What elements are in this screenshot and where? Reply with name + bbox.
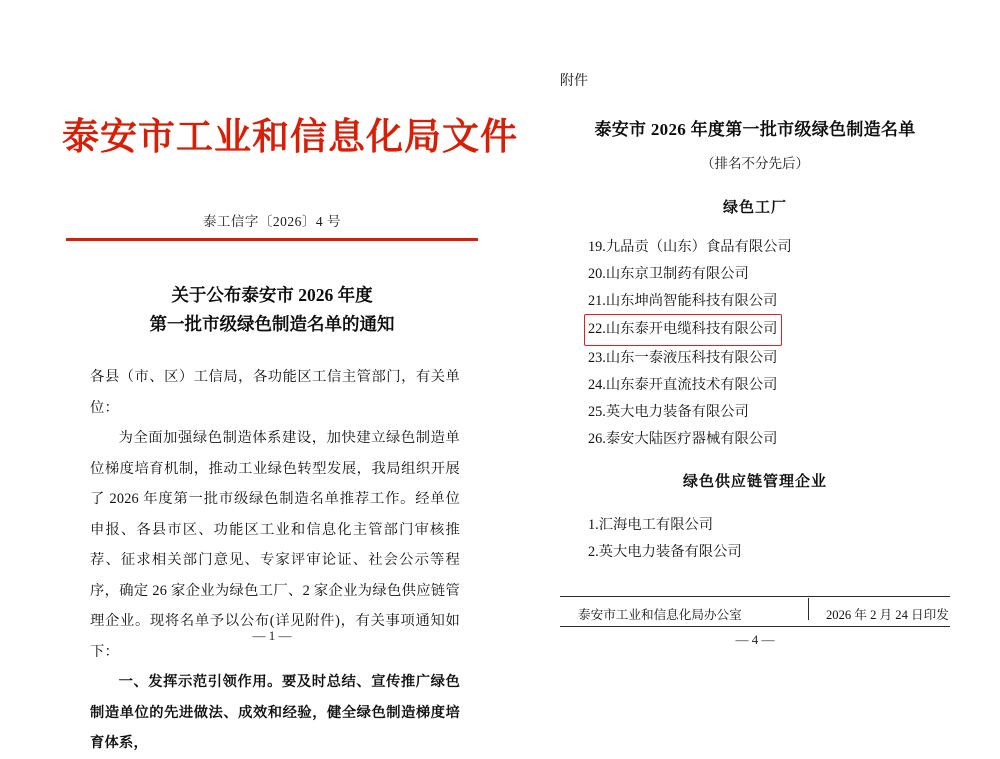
list-item-label: 22.山东泰开电缆科技有限公司: [585, 315, 781, 345]
section-heading-green-factory: 绿色工厂: [722, 200, 787, 216]
list-item-label: 2.英大电力装备有限公司: [588, 544, 742, 560]
footer-issuing-office: 泰安市工业和信息化局办公室: [578, 608, 742, 622]
list-item-highlighted: [588, 315, 918, 345]
list-item: [588, 288, 918, 315]
list-item-label: 26.泰安大陆医疗器械有限公司: [588, 431, 778, 447]
body-paragraph-item-one: 一、发挥示范引领作用。要及时总结、宣传推广绿色制造单位的先进做法、成效和经验，健全绿色制造梯度培育体系，: [90, 674, 460, 751]
document-number: 泰工信字〔2026〕4 号: [202, 214, 342, 229]
left-page: [40, 0, 518, 751]
list-item: [588, 512, 918, 539]
list-item: [588, 426, 918, 453]
footer-separator: [808, 598, 809, 620]
page-title-line-1: 关于公布泰安市 2026 年度: [171, 285, 373, 305]
list-item: [588, 261, 918, 288]
list-item-label: 21.山东坤尚智能科技有限公司: [588, 293, 778, 309]
page-number-right: — 4 —: [735, 632, 775, 647]
footer-issue-date: 2026 年 2 月 24 日印发: [826, 608, 949, 622]
body-paragraph-salutation: 各县（市、区）工信局，各功能区工信主管部门，有关单位：: [90, 369, 460, 416]
masthead-title: 泰安市工业和信息化局文件: [62, 114, 518, 158]
footer-top-rule: [560, 596, 950, 597]
attachment-subtitle: （排名不分先后）: [701, 156, 809, 171]
attachment-label: 附件: [560, 74, 588, 89]
document-body: [90, 362, 460, 759]
page-title-line-2: 第一批市级绿色制造名单的通知: [149, 314, 395, 334]
footer-bottom-rule: [560, 626, 950, 627]
body-paragraph-intro: 为全面加强绿色制造体系建设，加快建立绿色制造单位梯度培育机制，推动工业绿色转型发展，我局组织开展了 2026 年度第一批市级绿色制造名单推荐工作。经单位申报、各县市区、功能区工业和信息化主管部门审核推荐、征求相关部门意见、专家评审论证、社会公示等程序，确定 26 家企业为绿色工厂、2 家企业为绿色供应链管理企业。现将名单予以公布(详见附件)，有关事项通知如下：: [90, 430, 460, 660]
section-heading-green-supply-chain: 绿色供应链管理企业: [682, 474, 827, 490]
list-item-label: 20.山东京卫制药有限公司: [588, 266, 749, 282]
attachment-title: 泰安市 2026 年度第一批市级绿色制造名单: [594, 120, 916, 139]
list-item: [588, 539, 918, 566]
page-title: [62, 281, 482, 339]
green-supply-chain-list: [588, 512, 918, 566]
list-item: [588, 234, 918, 261]
list-item: [588, 345, 918, 372]
green-factory-list: [588, 234, 918, 453]
footer-row: [560, 602, 950, 626]
red-divider-rule: [66, 238, 478, 241]
list-item-label: 1.汇海电工有限公司: [588, 517, 714, 533]
list-item-label: 25.英大电力装备有限公司: [588, 404, 749, 420]
list-item-label: 24.山东泰开直流技术有限公司: [588, 377, 778, 393]
list-item-label: 23.山东一泰液压科技有限公司: [588, 350, 778, 366]
right-page: [540, 0, 970, 700]
list-item-label: 19.九品贡（山东）食品有限公司: [588, 239, 792, 255]
list-item: [588, 399, 918, 426]
page-number-left: — 1 —: [252, 628, 292, 643]
list-item: [588, 372, 918, 399]
